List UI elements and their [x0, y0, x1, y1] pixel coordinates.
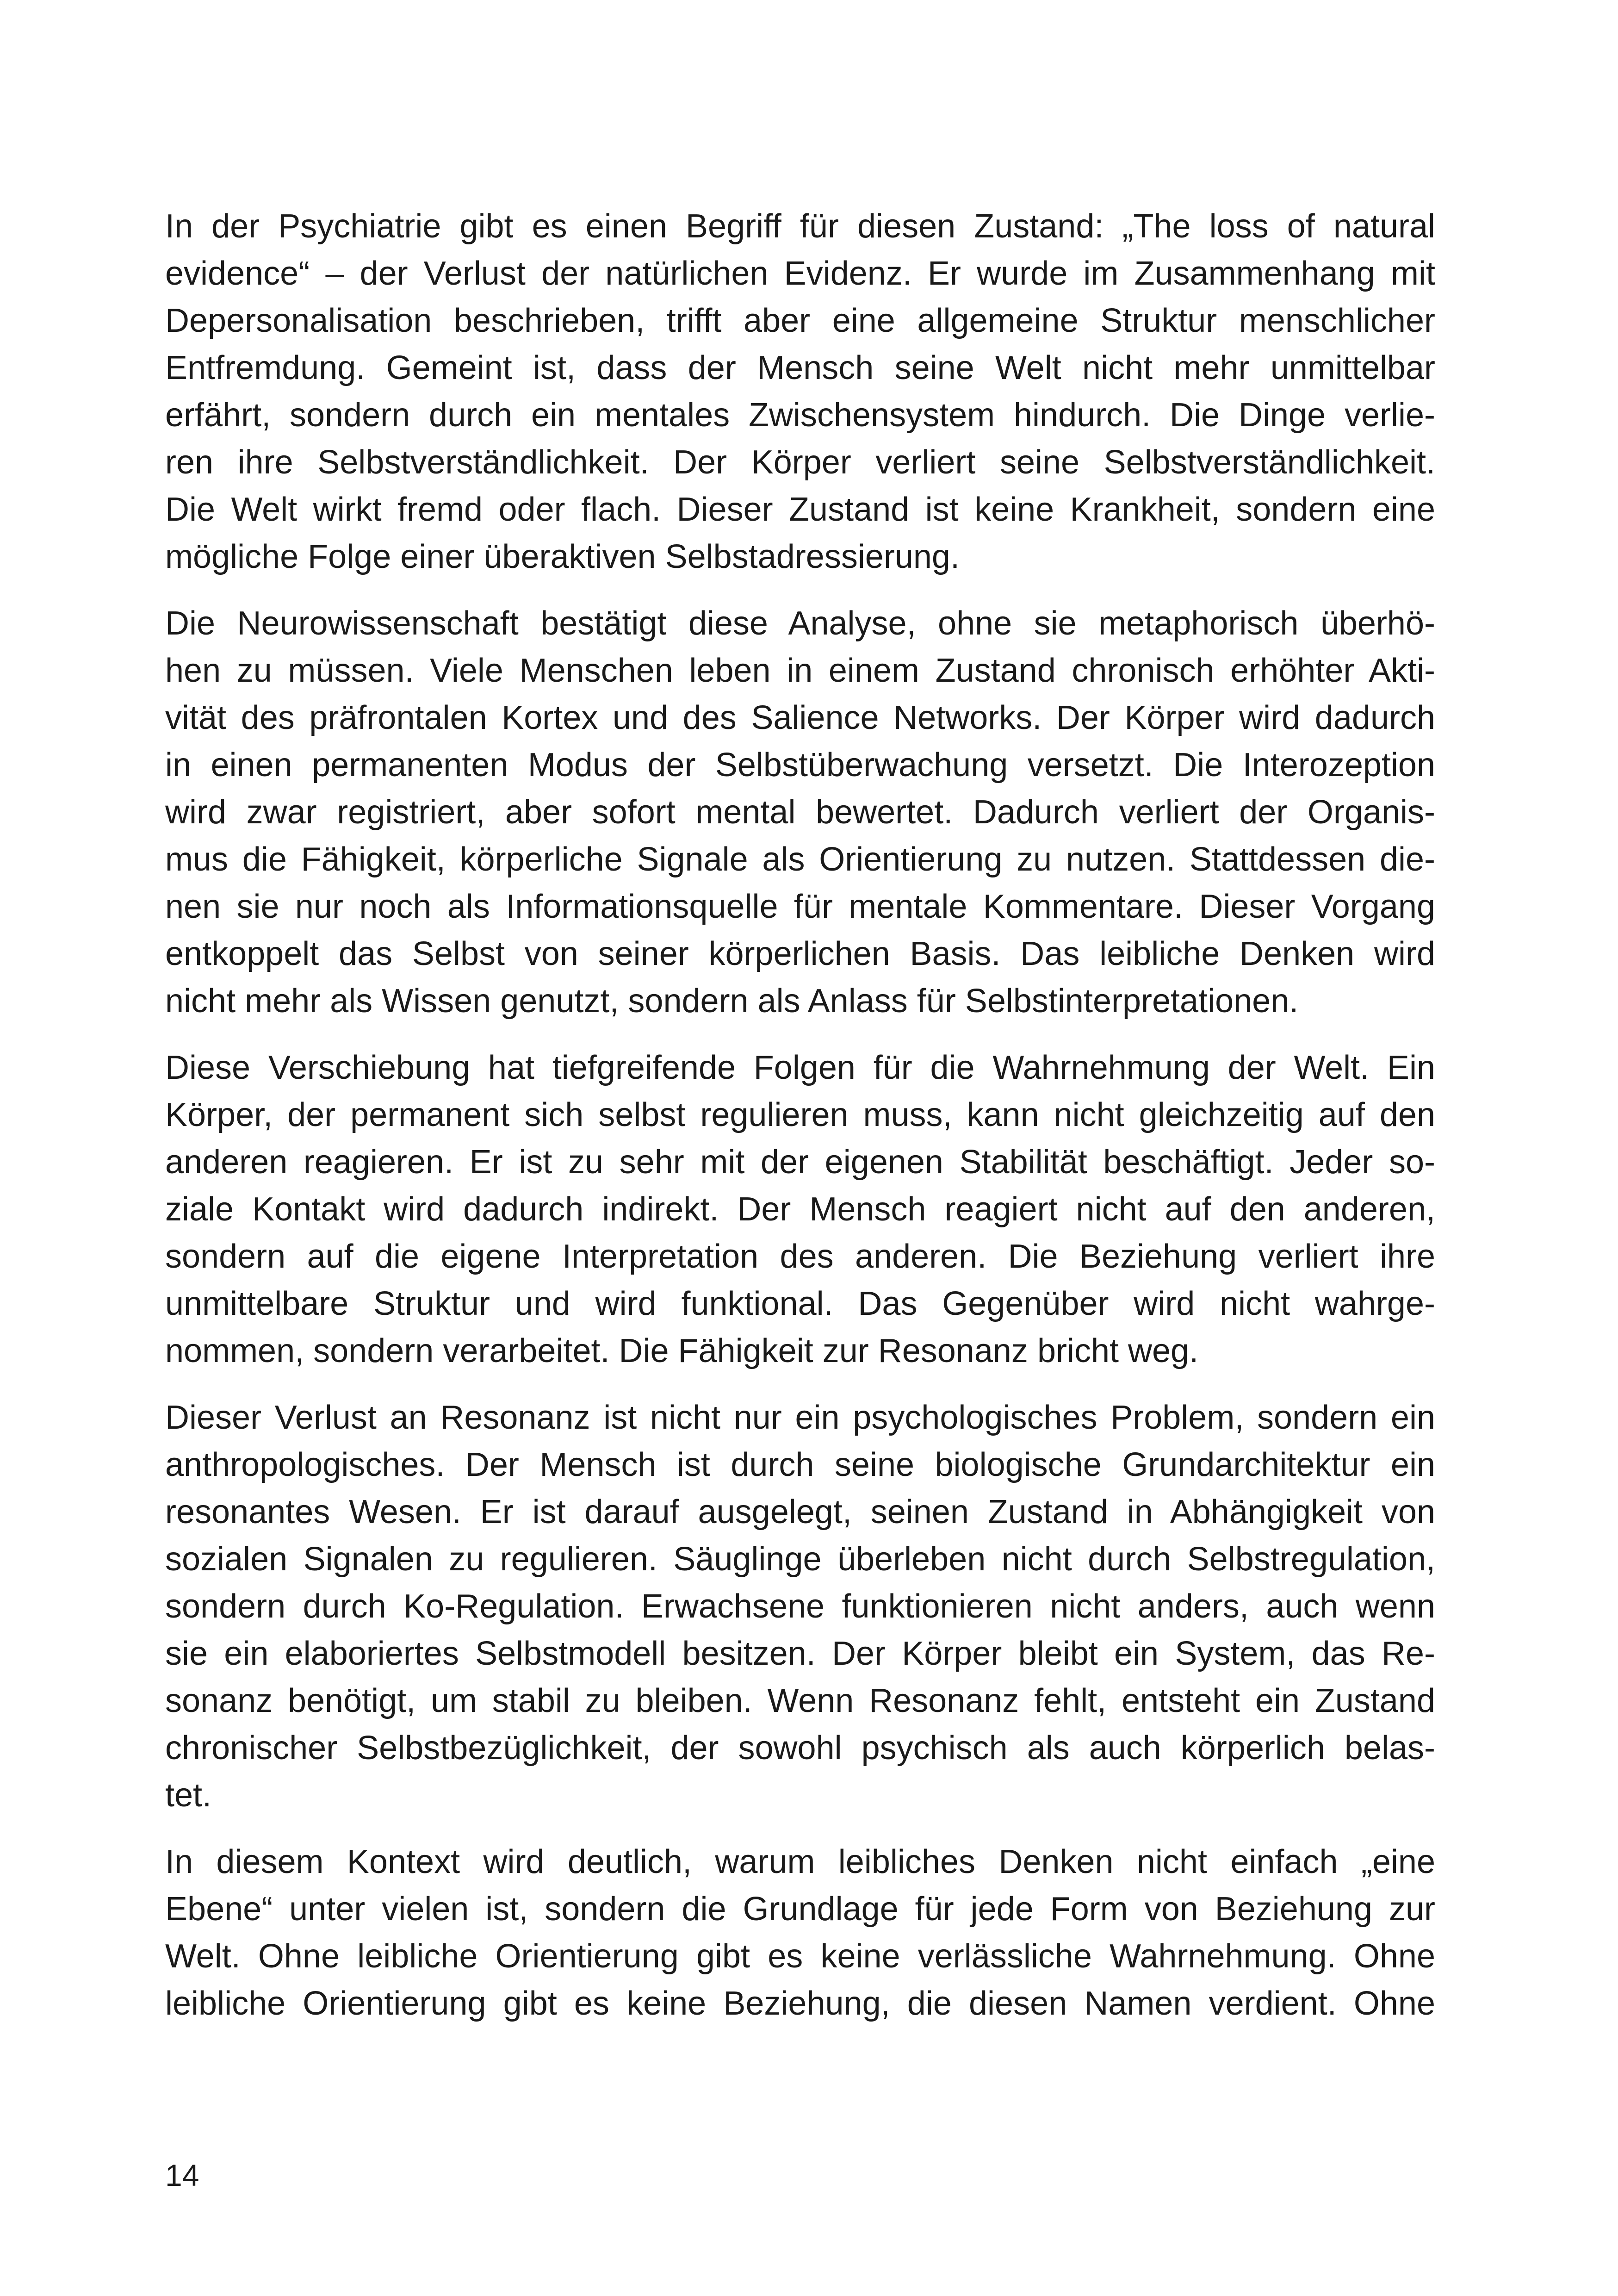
- text-line: sondern auf die eigene Interpretation des anderen. Die Beziehung verliert ihre: [165, 1238, 1435, 1275]
- text-line: Die Welt wirkt fremd oder flach. Dieser Zustand ist keine Krankheit, sondern eine: [165, 491, 1435, 528]
- body-text: [165, 203, 1435, 2047]
- text-line: Dieser Verlust an Resonanz ist nicht nur ein psychologisches Problem, sondern ein: [165, 1399, 1435, 1436]
- text-line: leibliche Orientierung gibt es keine Beziehung, die diesen Namen verdient. Ohne: [165, 1985, 1435, 2022]
- paragraph: [165, 1394, 1435, 1819]
- text-line: vität des präfrontalen Kortex und des Salience Networks. Der Körper wird dadurch: [165, 699, 1435, 736]
- text-line: Diese Verschiebung hat tiefgreifende Folgen für die Wahrnehmung der Welt. Ein: [165, 1049, 1435, 1086]
- text-line: mögliche Folge einer überaktiven Selbstadressierung.: [165, 538, 960, 575]
- paragraph: [165, 600, 1435, 1025]
- text-line: tet.: [165, 1777, 212, 1814]
- paragraph: [165, 1044, 1435, 1375]
- text-line: Entfremdung. Gemeint ist, dass der Mensch seine Welt nicht mehr unmittelbar: [165, 349, 1435, 386]
- text-line: hen zu müssen. Viele Menschen leben in einem Zustand chronisch erhöhter Akti-: [165, 652, 1435, 689]
- text-line: Die Neurowissenschaft bestätigt diese Analyse, ohne sie metaphorisch überhö-: [165, 605, 1435, 642]
- text-line: Ebene“ unter vielen ist, sondern die Grundlage für jede Form von Beziehung zur: [165, 1891, 1435, 1928]
- text-line: In diesem Kontext wird deutlich, warum leibliches Denken nicht einfach „eine: [165, 1843, 1435, 1880]
- text-line: anderen reagieren. Er ist zu sehr mit der eigenen Stabilität beschäftigt. Jeder so-: [165, 1144, 1435, 1181]
- text-line: In der Psychiatrie gibt es einen Begriff für diesen Zustand: „The loss of natural: [165, 208, 1435, 245]
- text-line: Körper, der permanent sich selbst regulieren muss, kann nicht gleichzeitig auf den: [165, 1096, 1435, 1133]
- text-line: sie ein elaboriertes Selbstmodell besitzen. Der Körper bleibt ein System, das Re-: [165, 1635, 1435, 1672]
- paragraph: [165, 1838, 1435, 2027]
- text-line: wird zwar registriert, aber sofort mental bewertet. Dadurch verliert der Organis-: [165, 794, 1435, 831]
- text-line: Welt. Ohne leibliche Orientierung gibt es keine verlässliche Wahrnehmung. Ohne: [165, 1938, 1435, 1975]
- text-line: ziale Kontakt wird dadurch indirekt. Der Mensch reagiert nicht auf den anderen,: [165, 1191, 1435, 1228]
- text-line: entkoppelt das Selbst von seiner körperlichen Basis. Das leibliche Denken wird: [165, 935, 1435, 972]
- text-line: sonanz benötigt, um stabil zu bleiben. Wenn Resonanz fehlt, entsteht ein Zustand: [165, 1682, 1435, 1719]
- text-line: erfährt, sondern durch ein mentales Zwischensystem hindurch. Die Dinge verlie-: [165, 397, 1435, 434]
- text-line: resonantes Wesen. Er ist darauf ausgelegt, seinen Zustand in Abhängigkeit von: [165, 1493, 1435, 1531]
- text-line: sondern durch Ko-Regulation. Erwachsene funktionieren nicht anders, auch wenn: [165, 1588, 1435, 1625]
- text-line: unmittelbare Struktur und wird funktional. Das Gegenüber wird nicht wahrge-: [165, 1285, 1435, 1322]
- text-line: mus die Fähigkeit, körperliche Signale als Orientierung zu nutzen. Stattdessen die-: [165, 841, 1435, 878]
- text-line: anthropologisches. Der Mensch ist durch seine biologische Grundarchitektur ein: [165, 1446, 1435, 1483]
- text-line: evidence“ – der Verlust der natürlichen Evidenz. Er wurde im Zusammenhang mit: [165, 255, 1435, 292]
- text-line: nicht mehr als Wissen genutzt, sondern als Anlass für Selbstinterpretationen.: [165, 983, 1299, 1020]
- page-number: 14: [165, 2158, 199, 2192]
- text-line: sozialen Signalen zu regulieren. Säuglinge überleben nicht durch Selbstregulation,: [165, 1541, 1435, 1578]
- text-line: nen sie nur noch als Informationsquelle für mentale Kommentare. Dieser Vorgang: [165, 888, 1435, 925]
- text-line: nommen, sondern verarbeitet. Die Fähigkeit zur Resonanz bricht weg.: [165, 1332, 1199, 1369]
- text-line: chronischer Selbstbezüglichkeit, der sowohl psychisch als auch körperlich belas-: [165, 1730, 1435, 1767]
- text-line: ren ihre Selbstverständlichkeit. Der Körper verliert seine Selbstverständlichkeit.: [165, 444, 1435, 481]
- text-line: in einen permanenten Modus der Selbstüberwachung versetzt. Die Interozeption: [165, 747, 1435, 784]
- text-line: Depersonalisation beschrieben, trifft aber eine allgemeine Struktur menschlicher: [165, 302, 1435, 339]
- paragraph: [165, 203, 1435, 580]
